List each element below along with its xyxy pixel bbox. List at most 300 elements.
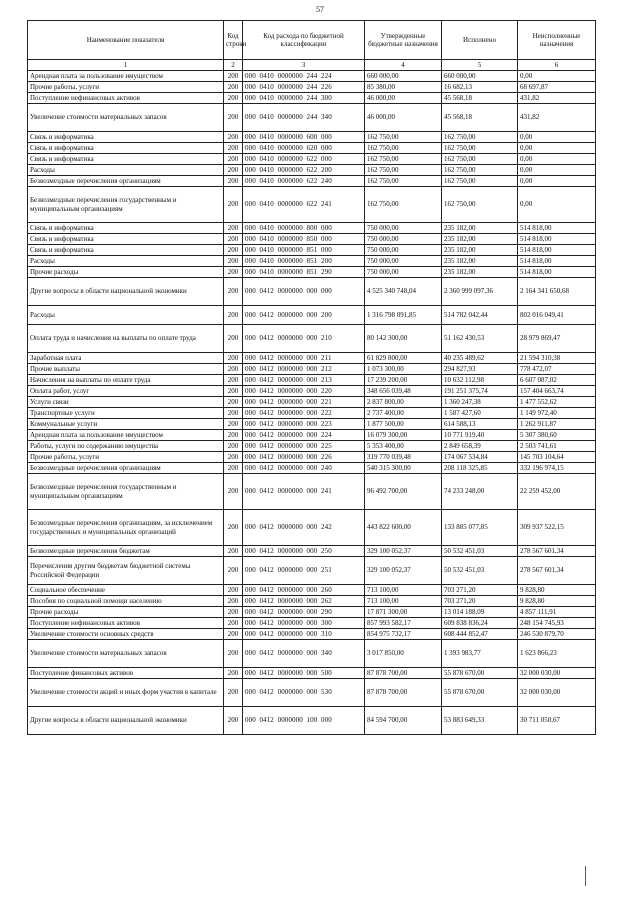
table-row bbox=[28, 234, 596, 245]
row-name: Работы, услуги по содержанию имущества bbox=[28, 441, 224, 452]
row-unexecuted: 30 711 050,67 bbox=[518, 707, 596, 735]
row-budget-code: 000 0412 0000000 000 241 bbox=[243, 474, 365, 510]
row-budget-code: 000 0410 0000000 622 240 bbox=[243, 176, 365, 187]
row-name: Безвозмездные перечисления организациям, за исключением государственных и муниципальных организаций bbox=[28, 510, 224, 546]
row-budget-code: 000 0410 0000000 800 000 bbox=[243, 223, 365, 234]
row-budget-code: 000 0412 0000000 000 213 bbox=[243, 375, 365, 386]
row-executed: 162 750,00 bbox=[442, 187, 518, 223]
row-executed: 1 360 247,38 bbox=[442, 397, 518, 408]
row-executed: 53 883 649,33 bbox=[442, 707, 518, 735]
row-executed: 162 750,00 bbox=[442, 143, 518, 154]
row-name: Перечисления другим бюджетам бюджетной системы Российской Федерации bbox=[28, 557, 224, 585]
row-approved: 750 000,00 bbox=[365, 234, 442, 245]
row-executed: 50 532 451,03 bbox=[442, 557, 518, 585]
row-executed: 191 251 375,74 bbox=[442, 386, 518, 397]
row-name: Связь и информатика bbox=[28, 143, 224, 154]
row-line-code: 200 bbox=[224, 640, 243, 668]
row-executed: 514 782 042,44 bbox=[442, 306, 518, 325]
table-row bbox=[28, 143, 596, 154]
row-executed: 74 233 248,00 bbox=[442, 474, 518, 510]
row-approved: 162 750,00 bbox=[365, 165, 442, 176]
row-executed: 2 849 658,39 bbox=[442, 441, 518, 452]
row-executed: 703 271,20 bbox=[442, 585, 518, 596]
row-budget-code: 000 0412 0000000 000 225 bbox=[243, 441, 365, 452]
row-approved: 5 353 400,00 bbox=[365, 441, 442, 452]
row-name: Оплата труда и начисления на выплаты по оплате труда bbox=[28, 325, 224, 353]
row-approved: 443 822 600,00 bbox=[365, 510, 442, 546]
row-unexecuted: 32 000 030,00 bbox=[518, 668, 596, 679]
row-unexecuted: 5 307 380,60 bbox=[518, 430, 596, 441]
row-executed: 660 000,00 bbox=[442, 71, 518, 82]
row-approved: 85 380,00 bbox=[365, 82, 442, 93]
table-row bbox=[28, 607, 596, 618]
row-name: Арендная плата за пользование имуществом bbox=[28, 71, 224, 82]
row-executed: 10 771 919,40 bbox=[442, 430, 518, 441]
row-unexecuted: 4 857 111,91 bbox=[518, 607, 596, 618]
header-row bbox=[28, 21, 596, 60]
row-budget-code: 000 0412 0000000 000 226 bbox=[243, 452, 365, 463]
row-approved: 162 750,00 bbox=[365, 154, 442, 165]
row-budget-code: 000 0410 0000000 244 226 bbox=[243, 82, 365, 93]
row-executed: 162 750,00 bbox=[442, 132, 518, 143]
table-body bbox=[28, 71, 596, 735]
row-line-code: 200 bbox=[224, 386, 243, 397]
table-row bbox=[28, 510, 596, 546]
row-budget-code: 000 0412 0000000 000 224 bbox=[243, 430, 365, 441]
row-line-code: 200 bbox=[224, 474, 243, 510]
row-budget-code: 000 0412 0000000 000 500 bbox=[243, 668, 365, 679]
row-line-code: 200 bbox=[224, 397, 243, 408]
row-budget-code: 000 0412 0000000 000 250 bbox=[243, 546, 365, 557]
row-unexecuted: 248 154 745,93 bbox=[518, 618, 596, 629]
column-number: 6 bbox=[518, 60, 596, 71]
table-row bbox=[28, 386, 596, 397]
budget-execution-table bbox=[27, 20, 596, 735]
row-unexecuted: 0,00 bbox=[518, 165, 596, 176]
column-number: 2 bbox=[224, 60, 243, 71]
row-approved: 1 073 300,00 bbox=[365, 364, 442, 375]
row-line-code: 200 bbox=[224, 546, 243, 557]
row-name: Связь и информатика bbox=[28, 132, 224, 143]
row-approved: 750 000,00 bbox=[365, 245, 442, 256]
table-row bbox=[28, 82, 596, 93]
row-unexecuted: 246 530 879,70 bbox=[518, 629, 596, 640]
row-approved: 162 750,00 bbox=[365, 143, 442, 154]
page-number: 57 bbox=[316, 5, 324, 14]
column-number: 5 bbox=[442, 60, 518, 71]
row-approved: 348 656 039,48 bbox=[365, 386, 442, 397]
row-approved: 319 770 039,48 bbox=[365, 452, 442, 463]
row-line-code: 200 bbox=[224, 441, 243, 452]
row-approved: 540 315 300,00 bbox=[365, 463, 442, 474]
row-name: Социальное обеспечение bbox=[28, 585, 224, 596]
row-approved: 713 100,00 bbox=[365, 585, 442, 596]
row-approved: 854 975 732,17 bbox=[365, 629, 442, 640]
row-unexecuted: 0,00 bbox=[518, 143, 596, 154]
table-row bbox=[28, 256, 596, 267]
row-line-code: 200 bbox=[224, 154, 243, 165]
row-name: Безвозмездные перечисления государственным и муниципальным организациям bbox=[28, 474, 224, 510]
row-line-code: 200 bbox=[224, 585, 243, 596]
row-budget-code: 000 0410 0000000 622 200 bbox=[243, 165, 365, 176]
table-row bbox=[28, 668, 596, 679]
row-unexecuted: 0,00 bbox=[518, 187, 596, 223]
row-unexecuted: 0,00 bbox=[518, 176, 596, 187]
row-line-code: 200 bbox=[224, 353, 243, 364]
row-unexecuted: 1 262 911,87 bbox=[518, 419, 596, 430]
row-line-code: 200 bbox=[224, 679, 243, 707]
row-budget-code: 000 0410 0000000 622 241 bbox=[243, 187, 365, 223]
row-unexecuted: 332 196 974,15 bbox=[518, 463, 596, 474]
row-line-code: 200 bbox=[224, 267, 243, 278]
row-unexecuted: 514 818,00 bbox=[518, 267, 596, 278]
table-row bbox=[28, 306, 596, 325]
row-approved: 162 750,00 bbox=[365, 176, 442, 187]
row-budget-code: 000 0410 0000000 244 300 bbox=[243, 93, 365, 104]
header-name: Наименование показателя bbox=[28, 21, 224, 60]
row-name: Увеличение стоимости основных средств bbox=[28, 629, 224, 640]
row-executed: 40 235 489,62 bbox=[442, 353, 518, 364]
row-line-code: 200 bbox=[224, 463, 243, 474]
row-approved: 87 878 700,00 bbox=[365, 679, 442, 707]
row-name: Арендная плата за пользование имуществом bbox=[28, 430, 224, 441]
table-row bbox=[28, 165, 596, 176]
table-row bbox=[28, 419, 596, 430]
row-budget-code: 000 0412 0000000 000 340 bbox=[243, 640, 365, 668]
row-unexecuted: 0,00 bbox=[518, 132, 596, 143]
table-row bbox=[28, 707, 596, 735]
row-budget-code: 000 0412 0000000 000 221 bbox=[243, 397, 365, 408]
row-executed: 294 827,93 bbox=[442, 364, 518, 375]
row-name: Заработная плата bbox=[28, 353, 224, 364]
row-line-code: 200 bbox=[224, 510, 243, 546]
header-budget-code: Код расхода по бюджетной классификации bbox=[243, 21, 365, 60]
row-unexecuted: 514 818,00 bbox=[518, 234, 596, 245]
table-row bbox=[28, 679, 596, 707]
row-executed: 174 067 534,84 bbox=[442, 452, 518, 463]
table-row bbox=[28, 132, 596, 143]
row-unexecuted: 431,82 bbox=[518, 93, 596, 104]
row-name: Прочие расходы bbox=[28, 267, 224, 278]
row-executed: 208 118 325,85 bbox=[442, 463, 518, 474]
row-approved: 162 750,00 bbox=[365, 187, 442, 223]
row-unexecuted: 278 567 601,34 bbox=[518, 546, 596, 557]
row-name: Поступление нефинансовых активов bbox=[28, 93, 224, 104]
row-unexecuted: 309 937 522,15 bbox=[518, 510, 596, 546]
row-line-code: 200 bbox=[224, 306, 243, 325]
row-unexecuted: 6 607 087,02 bbox=[518, 375, 596, 386]
column-number: 1 bbox=[28, 60, 224, 71]
row-approved: 713 100,00 bbox=[365, 596, 442, 607]
row-budget-code: 000 0410 0000000 850 000 bbox=[243, 234, 365, 245]
row-executed: 133 885 077,85 bbox=[442, 510, 518, 546]
row-approved: 660 000,00 bbox=[365, 71, 442, 82]
row-unexecuted: 28 979 869,47 bbox=[518, 325, 596, 353]
row-executed: 609 838 836,24 bbox=[442, 618, 518, 629]
row-budget-code: 000 0412 0000000 000 211 bbox=[243, 353, 365, 364]
row-unexecuted: 802 016 049,41 bbox=[518, 306, 596, 325]
row-unexecuted: 9 828,80 bbox=[518, 596, 596, 607]
row-executed: 51 162 430,53 bbox=[442, 325, 518, 353]
row-line-code: 200 bbox=[224, 165, 243, 176]
row-line-code: 200 bbox=[224, 187, 243, 223]
row-line-code: 200 bbox=[224, 143, 243, 154]
table-row bbox=[28, 223, 596, 234]
row-unexecuted: 145 703 104,64 bbox=[518, 452, 596, 463]
row-line-code: 200 bbox=[224, 82, 243, 93]
row-executed: 2 360 999 097,36 bbox=[442, 278, 518, 306]
row-approved: 46 000,00 bbox=[365, 93, 442, 104]
row-approved: 750 000,00 bbox=[365, 256, 442, 267]
row-unexecuted: 21 594 310,38 bbox=[518, 353, 596, 364]
row-unexecuted: 514 818,00 bbox=[518, 223, 596, 234]
row-name: Безвозмездные перечисления организациям bbox=[28, 176, 224, 187]
row-executed: 45 568,18 bbox=[442, 93, 518, 104]
row-approved: 87 878 700,00 bbox=[365, 668, 442, 679]
row-budget-code: 000 0410 0000000 851 000 bbox=[243, 245, 365, 256]
table-row bbox=[28, 585, 596, 596]
row-line-code: 200 bbox=[224, 452, 243, 463]
row-line-code: 200 bbox=[224, 223, 243, 234]
row-approved: 857 993 582,17 bbox=[365, 618, 442, 629]
table-row bbox=[28, 325, 596, 353]
row-budget-code: 000 0410 0000000 851 200 bbox=[243, 256, 365, 267]
row-executed: 703 271,20 bbox=[442, 596, 518, 607]
row-name: Транспортные услуги bbox=[28, 408, 224, 419]
row-name: Связь и информатика bbox=[28, 234, 224, 245]
row-unexecuted: 157 404 663,74 bbox=[518, 386, 596, 397]
row-name: Безвозмездные перечисления государственным и муниципальным организациям bbox=[28, 187, 224, 223]
row-executed: 13 014 188,09 bbox=[442, 607, 518, 618]
row-unexecuted: 68 697,87 bbox=[518, 82, 596, 93]
row-executed: 608 444 852,47 bbox=[442, 629, 518, 640]
row-budget-code: 000 0412 0000000 000 310 bbox=[243, 629, 365, 640]
row-budget-code: 000 0412 0000000 000 000 bbox=[243, 278, 365, 306]
row-approved: 1 877 500,00 bbox=[365, 419, 442, 430]
row-budget-code: 000 0412 0000000 000 222 bbox=[243, 408, 365, 419]
row-unexecuted: 32 000 030,00 bbox=[518, 679, 596, 707]
row-executed: 1 393 983,77 bbox=[442, 640, 518, 668]
row-name: Поступление нефинансовых активов bbox=[28, 618, 224, 629]
column-number: 3 bbox=[243, 60, 365, 71]
table-row bbox=[28, 452, 596, 463]
row-line-code: 200 bbox=[224, 707, 243, 735]
row-executed: 10 632 112,98 bbox=[442, 375, 518, 386]
row-approved: 1 316 798 091,85 bbox=[365, 306, 442, 325]
row-line-code: 200 bbox=[224, 668, 243, 679]
row-executed: 55 878 670,00 bbox=[442, 668, 518, 679]
row-approved: 3 017 850,00 bbox=[365, 640, 442, 668]
row-line-code: 200 bbox=[224, 364, 243, 375]
table-row bbox=[28, 93, 596, 104]
table-row bbox=[28, 71, 596, 82]
row-line-code: 200 bbox=[224, 93, 243, 104]
row-unexecuted: 22 259 452,00 bbox=[518, 474, 596, 510]
row-line-code: 200 bbox=[224, 278, 243, 306]
table-row bbox=[28, 596, 596, 607]
row-approved: 16 079 300,00 bbox=[365, 430, 442, 441]
row-unexecuted: 1 149 972,40 bbox=[518, 408, 596, 419]
table-row bbox=[28, 546, 596, 557]
row-executed: 235 182,00 bbox=[442, 223, 518, 234]
row-line-code: 200 bbox=[224, 557, 243, 585]
row-approved: 17 871 300,00 bbox=[365, 607, 442, 618]
row-line-code: 200 bbox=[224, 245, 243, 256]
column-number-row bbox=[28, 60, 596, 71]
row-executed: 235 182,00 bbox=[442, 256, 518, 267]
row-line-code: 200 bbox=[224, 596, 243, 607]
row-approved: 46 000,00 bbox=[365, 104, 442, 132]
row-name: Другие вопросы в области национальной экономики bbox=[28, 278, 224, 306]
table-row bbox=[28, 245, 596, 256]
row-line-code: 200 bbox=[224, 104, 243, 132]
row-budget-code: 000 0410 0000000 851 290 bbox=[243, 267, 365, 278]
table-row bbox=[28, 397, 596, 408]
row-budget-code: 000 0410 0000000 620 000 bbox=[243, 143, 365, 154]
row-executed: 55 878 670,00 bbox=[442, 679, 518, 707]
row-budget-code: 000 0412 0000000 100 000 bbox=[243, 707, 365, 735]
row-unexecuted: 0,00 bbox=[518, 154, 596, 165]
row-name: Связь и информатика bbox=[28, 245, 224, 256]
table-row bbox=[28, 364, 596, 375]
row-unexecuted: 1 623 866,23 bbox=[518, 640, 596, 668]
table-row bbox=[28, 353, 596, 364]
row-unexecuted: 1 477 552,62 bbox=[518, 397, 596, 408]
table-row bbox=[28, 375, 596, 386]
header-unexecuted: Неисполненные назначения bbox=[518, 21, 596, 60]
row-executed: 235 182,00 bbox=[442, 234, 518, 245]
row-line-code: 200 bbox=[224, 430, 243, 441]
row-name: Другие вопросы в области национальной экономики bbox=[28, 707, 224, 735]
row-name: Увеличение стоимости материальных запасов bbox=[28, 104, 224, 132]
row-line-code: 200 bbox=[224, 71, 243, 82]
table-row bbox=[28, 618, 596, 629]
row-budget-code: 000 0412 0000000 000 242 bbox=[243, 510, 365, 546]
row-name: Расходы bbox=[28, 306, 224, 325]
row-approved: 2 737 400,00 bbox=[365, 408, 442, 419]
table-row bbox=[28, 278, 596, 306]
table-row bbox=[28, 463, 596, 474]
row-executed: 162 750,00 bbox=[442, 154, 518, 165]
row-name: Прочие работы, услуги bbox=[28, 82, 224, 93]
row-unexecuted: 514 818,00 bbox=[518, 256, 596, 267]
row-line-code: 200 bbox=[224, 234, 243, 245]
table-row bbox=[28, 104, 596, 132]
row-name: Услуги связи bbox=[28, 397, 224, 408]
row-budget-code: 000 0412 0000000 000 530 bbox=[243, 679, 365, 707]
row-executed: 614 588,13 bbox=[442, 419, 518, 430]
row-unexecuted: 0,00 bbox=[518, 71, 596, 82]
row-name: Начисления на выплаты по оплате труда bbox=[28, 375, 224, 386]
row-line-code: 200 bbox=[224, 618, 243, 629]
row-line-code: 200 bbox=[224, 176, 243, 187]
header-approved: Утвержденные бюджетные назначения bbox=[365, 21, 442, 60]
row-line-code: 200 bbox=[224, 132, 243, 143]
row-budget-code: 000 0412 0000000 000 251 bbox=[243, 557, 365, 585]
table-row bbox=[28, 176, 596, 187]
table-row bbox=[28, 629, 596, 640]
row-name: Прочие выплаты bbox=[28, 364, 224, 375]
scan-edge-mark bbox=[585, 866, 586, 886]
table-row bbox=[28, 474, 596, 510]
row-name: Поступление финансовых активов bbox=[28, 668, 224, 679]
row-unexecuted: 2 164 341 650,68 bbox=[518, 278, 596, 306]
row-name: Пособия по социальной помощи населению bbox=[28, 596, 224, 607]
row-name: Коммунальные услуги bbox=[28, 419, 224, 430]
row-approved: 329 100 052,37 bbox=[365, 546, 442, 557]
table-row bbox=[28, 187, 596, 223]
row-approved: 2 837 800,00 bbox=[365, 397, 442, 408]
row-unexecuted: 514 818,00 bbox=[518, 245, 596, 256]
row-budget-code: 000 0412 0000000 000 212 bbox=[243, 364, 365, 375]
row-approved: 750 000,00 bbox=[365, 223, 442, 234]
row-approved: 4 525 340 748,04 bbox=[365, 278, 442, 306]
row-line-code: 200 bbox=[224, 375, 243, 386]
header-line-code: Код строки bbox=[224, 21, 243, 60]
row-approved: 329 100 052,37 bbox=[365, 557, 442, 585]
row-approved: 61 829 800,00 bbox=[365, 353, 442, 364]
row-line-code: 200 bbox=[224, 408, 243, 419]
row-executed: 50 532 451,03 bbox=[442, 546, 518, 557]
row-name: Увеличение стоимости акций и иных форм участия в капитале bbox=[28, 679, 224, 707]
row-budget-code: 000 0412 0000000 000 300 bbox=[243, 618, 365, 629]
table-row bbox=[28, 154, 596, 165]
row-approved: 96 492 700,00 bbox=[365, 474, 442, 510]
row-budget-code: 000 0410 0000000 244 224 bbox=[243, 71, 365, 82]
row-name: Связь и информатика bbox=[28, 223, 224, 234]
row-executed: 45 568,18 bbox=[442, 104, 518, 132]
row-name: Безвозмездные перечисления организациям bbox=[28, 463, 224, 474]
table-row bbox=[28, 557, 596, 585]
row-executed: 235 182,00 bbox=[442, 245, 518, 256]
table-row bbox=[28, 430, 596, 441]
row-budget-code: 000 0410 0000000 244 340 bbox=[243, 104, 365, 132]
row-name: Безвозмездные перечисления бюджетам bbox=[28, 546, 224, 557]
table-row bbox=[28, 267, 596, 278]
row-name: Прочие расходы bbox=[28, 607, 224, 618]
column-number: 4 bbox=[365, 60, 442, 71]
table-row bbox=[28, 408, 596, 419]
row-executed: 16 682,13 bbox=[442, 82, 518, 93]
row-budget-code: 000 0412 0000000 000 200 bbox=[243, 306, 365, 325]
row-unexecuted: 278 567 601,34 bbox=[518, 557, 596, 585]
row-unexecuted: 9 828,80 bbox=[518, 585, 596, 596]
row-approved: 84 594 700,00 bbox=[365, 707, 442, 735]
row-executed: 235 182,00 bbox=[442, 267, 518, 278]
row-line-code: 200 bbox=[224, 325, 243, 353]
row-executed: 162 750,00 bbox=[442, 176, 518, 187]
row-budget-code: 000 0410 0000000 600 000 bbox=[243, 132, 365, 143]
row-unexecuted: 2 503 741,61 bbox=[518, 441, 596, 452]
row-name: Прочие работы, услуги bbox=[28, 452, 224, 463]
row-approved: 750 000,00 bbox=[365, 267, 442, 278]
row-budget-code: 000 0412 0000000 000 210 bbox=[243, 325, 365, 353]
row-budget-code: 000 0412 0000000 000 262 bbox=[243, 596, 365, 607]
row-approved: 17 239 200,00 bbox=[365, 375, 442, 386]
row-unexecuted: 778 472,07 bbox=[518, 364, 596, 375]
table-row bbox=[28, 640, 596, 668]
row-unexecuted: 431,82 bbox=[518, 104, 596, 132]
row-name: Увеличение стоимости материальных запасов bbox=[28, 640, 224, 668]
row-budget-code: 000 0412 0000000 000 220 bbox=[243, 386, 365, 397]
header-executed: Исполнено bbox=[442, 21, 518, 60]
row-executed: 1 587 427,60 bbox=[442, 408, 518, 419]
row-line-code: 200 bbox=[224, 629, 243, 640]
row-approved: 162 750,00 bbox=[365, 132, 442, 143]
row-budget-code: 000 0412 0000000 000 290 bbox=[243, 607, 365, 618]
row-budget-code: 000 0412 0000000 000 260 bbox=[243, 585, 365, 596]
row-name: Оплата работ, услуг bbox=[28, 386, 224, 397]
